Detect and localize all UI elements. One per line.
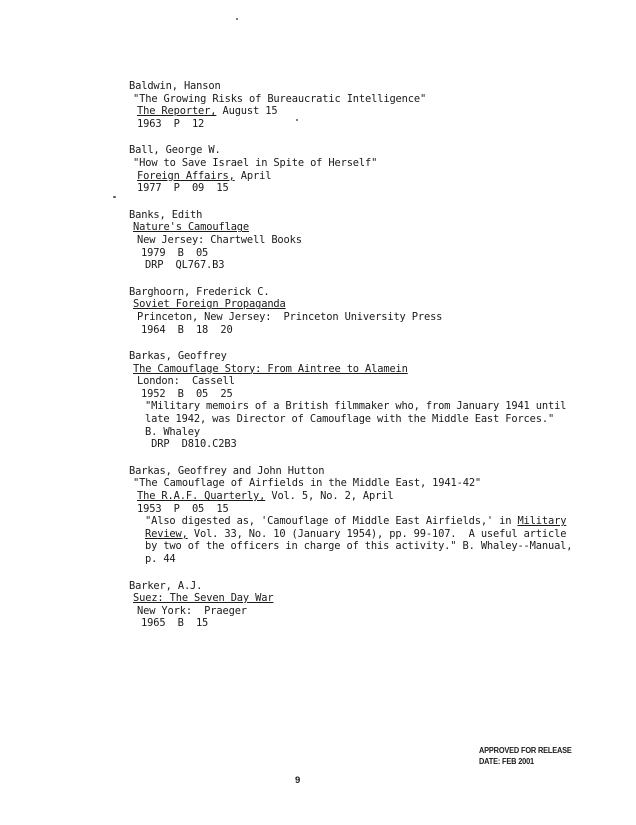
entry-author [129,286,609,299]
entry-line [129,388,609,401]
entry-text: 1977 P 09 15 [137,182,229,195]
entry-text: 1963 P 12 [137,117,205,130]
entry-text: DRP QL767.B3 [145,259,225,272]
bibliography-entry [129,465,609,566]
entry-text: London: Cassell [137,375,235,388]
stamp-line-date: DATE: FEB 2001 [479,756,534,766]
page-number: 9 [295,775,301,786]
entry-text: by two of the officers in charge of this activity." B. Whaley--Manual, [145,540,573,553]
entry-line [129,503,609,516]
entry-author [129,350,609,363]
entry-text: 1965 B 15 [141,617,209,630]
entry-line [129,490,609,503]
entry-text: "Also digested as, 'Camouflage of Middle East Airfields,' in [145,515,518,528]
entry-text: New York: Praeger [137,604,247,617]
entry-text: 1979 B 05 [141,246,209,259]
entry-line [129,93,609,106]
entry-line [129,324,609,337]
entry-text: Barkas, Geoffrey [129,350,227,363]
entry-author [129,465,609,478]
entry-text: 1964 B 18 20 [141,323,233,336]
bibliography-entry [129,580,609,630]
underlined-title: Suez: The Seven Day War [133,592,274,605]
entry-text: B. Whaley [145,425,200,438]
entry-line [129,540,609,553]
entry-text: Vol. 33, No. 10 (January 1954), pp. 99-107. A useful article [187,527,567,540]
underlined-title: Review, [145,527,188,540]
entry-line [129,118,609,131]
entry-line [129,298,609,311]
entry-text: DRP D810.C2B3 [145,438,237,451]
entry-text: late 1942, was Director of Camouflage with the Middle East Forces." [145,413,555,426]
entry-text: Barkas, Geoffrey and John Hutton [129,464,325,477]
entry-line [129,182,609,195]
entry-text: "How to Save Israel in Spite of Herself" [133,156,378,169]
underlined-title: The Reporter, [137,105,217,118]
entry-author [129,580,609,593]
entry-text: August 15 [216,105,278,118]
entry-line [129,605,609,618]
entry-line [129,375,609,388]
entry-text: Barker, A.J. [129,579,203,592]
entry-text: New Jersey: Chartwell Books [137,233,302,246]
entry-line [129,592,609,605]
entry-line [129,247,609,260]
underlined-title: Soviet Foreign Propaganda [133,298,286,311]
entry-text: 1953 P 05 15 [137,502,229,515]
entry-line [129,311,609,324]
entry-line [129,400,609,413]
entry-line [129,438,609,451]
entry-line [129,221,609,234]
entry-line [129,413,609,426]
entry-author [129,80,609,93]
underlined-title: Nature's Camouflage [133,221,250,234]
entry-line [129,515,609,528]
entry-author [129,209,609,222]
entry-line [129,617,609,630]
bibliography-entry [129,286,609,336]
entry-line [129,234,609,247]
entry-line [129,170,609,183]
entry-line [129,157,609,170]
underlined-title: Military [517,515,567,528]
entry-text: April [234,169,272,182]
entry-text: Banks, Edith [129,208,203,221]
entry-text: "The Growing Risks of Bureaucratic Intelligence" [133,92,427,105]
entry-line [129,105,609,118]
entry-line [129,259,609,272]
entry-line [129,363,609,376]
entry-text: Barghoorn, Frederick C. [129,285,270,298]
bibliography-list [129,80,609,644]
stamp-line-approved: APPROVED FOR RELEASE [479,745,572,755]
entry-text: 1952 B 05 25 [141,387,233,400]
scan-speck [236,18,238,20]
bibliography-entry [129,144,609,194]
entry-text: Baldwin, Hanson [129,80,221,92]
scan-speck [296,119,298,121]
entry-text: Ball, George W. [129,144,221,157]
entry-text: "The Camouflage of Airfields in the Middle East, 1941-42" [133,477,482,490]
entry-line [129,553,609,566]
entry-author [129,144,609,157]
underlined-title: The Camouflage Story: From Aintree to Alamein [133,362,408,375]
entry-line [129,426,609,439]
entry-text: "Military memoirs of a British filmmaker who, from January 1941 until [145,400,567,413]
entry-line [129,477,609,490]
bibliography-entry [129,209,609,272]
entry-text: Vol. 5, No. 2, April [265,490,394,503]
entry-text: p. 44 [145,553,176,565]
bibliography-entry [129,80,609,130]
underlined-title: Foreign Affairs, [137,169,235,182]
bibliography-entry [129,350,609,451]
underlined-title: The R.A.F. Quarterly, [137,490,266,503]
entry-line [129,528,609,541]
entry-text: Princeton, New Jersey: Princeton University Press [137,310,443,323]
release-stamp [479,745,572,767]
scan-speck [113,196,116,198]
